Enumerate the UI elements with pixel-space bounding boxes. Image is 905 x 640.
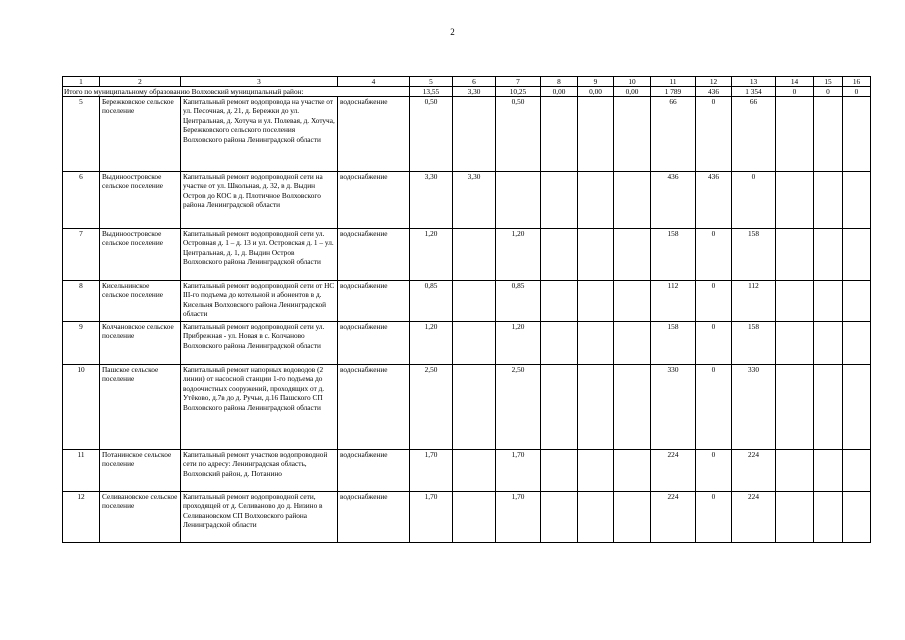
header-cell: 4 <box>338 77 410 87</box>
value-cell: 224 <box>651 450 696 492</box>
work-type: водоснабжение <box>338 492 410 543</box>
value-cell: 1,20 <box>410 322 453 365</box>
work-description: Капитальный ремонт напорных водоводов (2 линии) от насосной станции 1-го подъема до водоочистных сооружений, проходящих от д. Утёково, д.7в до д. Ручьи, д.16 Пашского СП Волховского района Ленинградской области <box>181 365 338 450</box>
value-cell <box>614 450 651 492</box>
value-cell <box>843 281 871 322</box>
settlement-name: Селивановское сельское поселение <box>100 492 181 543</box>
value-cell: 1,70 <box>410 450 453 492</box>
value-cell <box>578 229 614 281</box>
value-cell: 66 <box>732 97 776 172</box>
value-cell <box>453 281 496 322</box>
value-cell <box>814 450 843 492</box>
header-cell: 12 <box>696 77 732 87</box>
value-cell: 0 <box>696 450 732 492</box>
value-cell: 224 <box>732 450 776 492</box>
work-description: Капитальный ремонт водопроводной сети от НС III-го подъема до котельной и абонентов в д. Кисельня Волховского района Ленинградской области <box>181 281 338 322</box>
value-cell <box>541 172 578 229</box>
value-cell <box>776 97 814 172</box>
row-number: 6 <box>63 172 100 229</box>
row-number: 9 <box>63 322 100 365</box>
value-cell: 112 <box>732 281 776 322</box>
value-cell <box>814 172 843 229</box>
row-number: 12 <box>63 492 100 543</box>
value-cell <box>814 492 843 543</box>
value-cell <box>614 172 651 229</box>
value-cell: 1,20 <box>410 229 453 281</box>
value-cell <box>541 492 578 543</box>
value-cell <box>814 281 843 322</box>
header-cell: 2 <box>100 77 181 87</box>
total-value: 0 <box>814 87 843 97</box>
value-cell <box>843 322 871 365</box>
header-cell: 7 <box>496 77 541 87</box>
table-row <box>63 172 871 229</box>
settlement-name: Кисельнинское сельское поселение <box>100 281 181 322</box>
total-value: 3,30 <box>453 87 496 97</box>
value-cell: 0 <box>696 322 732 365</box>
value-cell <box>776 229 814 281</box>
value-cell: 1,70 <box>410 492 453 543</box>
table-row <box>63 492 871 543</box>
value-cell <box>814 322 843 365</box>
work-type: водоснабжение <box>338 322 410 365</box>
value-cell <box>541 450 578 492</box>
value-cell <box>541 97 578 172</box>
header-row <box>63 77 871 87</box>
work-description: Капитальный ремонт водопроводной сети ул. Прибрежная - ул. Новая в с. Колчаново Волховского района Ленинградской области <box>181 322 338 365</box>
rows-body <box>63 97 871 543</box>
work-type: водоснабжение <box>338 97 410 172</box>
value-cell <box>496 172 541 229</box>
value-cell: 158 <box>732 322 776 365</box>
header-cell: 16 <box>843 77 871 87</box>
value-cell <box>843 172 871 229</box>
value-cell <box>453 450 496 492</box>
value-cell <box>843 492 871 543</box>
value-cell: 0 <box>696 281 732 322</box>
work-description: Капитальный ремонт участков водопроводной сети по адресу: Ленинградская область, Волховский район, д. Потанино <box>181 450 338 492</box>
value-cell: 0 <box>696 365 732 450</box>
value-cell <box>614 229 651 281</box>
header-cell: 9 <box>578 77 614 87</box>
value-cell: 0,50 <box>410 97 453 172</box>
value-cell <box>776 172 814 229</box>
value-cell: 158 <box>732 229 776 281</box>
settlement-name: Бережковское сельское поселение <box>100 97 181 172</box>
value-cell <box>578 450 614 492</box>
value-cell: 224 <box>732 492 776 543</box>
total-value: 0,00 <box>578 87 614 97</box>
value-cell: 66 <box>651 97 696 172</box>
value-cell <box>453 365 496 450</box>
value-cell: 1,20 <box>496 322 541 365</box>
value-cell <box>776 281 814 322</box>
total-value: 0 <box>776 87 814 97</box>
work-type: водоснабжение <box>338 450 410 492</box>
value-cell <box>843 450 871 492</box>
header-cell: 10 <box>614 77 651 87</box>
settlement-name: Потанинское сельское поселение <box>100 450 181 492</box>
work-type: водоснабжение <box>338 229 410 281</box>
value-cell <box>614 97 651 172</box>
header-cell: 8 <box>541 77 578 87</box>
value-cell <box>614 322 651 365</box>
value-cell <box>776 365 814 450</box>
value-cell: 0,85 <box>410 281 453 322</box>
value-cell: 3,30 <box>410 172 453 229</box>
value-cell: 330 <box>732 365 776 450</box>
value-cell <box>843 229 871 281</box>
total-value: 10,25 <box>496 87 541 97</box>
work-type: водоснабжение <box>338 365 410 450</box>
row-number: 11 <box>63 450 100 492</box>
table-row <box>63 281 871 322</box>
settlement-name: Колчановское сельское поселение <box>100 322 181 365</box>
value-cell <box>453 229 496 281</box>
total-label: Итого по муниципальному образованию Волховский муниципальный район: <box>63 87 410 97</box>
total-value: 436 <box>696 87 732 97</box>
value-cell <box>453 322 496 365</box>
value-cell: 436 <box>651 172 696 229</box>
value-cell: 1,70 <box>496 450 541 492</box>
table-row <box>63 365 871 450</box>
header-cell: 5 <box>410 77 453 87</box>
value-cell <box>776 492 814 543</box>
value-cell <box>776 450 814 492</box>
work-description: Капитальный ремонт водопроводной сети ул. Островная д. 1 – д. 13 и ул. Островская д. 1 – ул. Центральная, д. 1, д. Выдин Остров Волховского района Ленинградской области <box>181 229 338 281</box>
settlement-name: Пашское сельское поселение <box>100 365 181 450</box>
value-cell: 0,50 <box>496 97 541 172</box>
header-cell: 3 <box>181 77 338 87</box>
work-description: Капитальный ремонт водопроводной сети на участке от ул. Школьная, д. 32, в д. Выдин Остров до КОС в д. Плотичное Волховского района Ленинградской области <box>181 172 338 229</box>
settlement-name: Выдинoостровское сельское поселение <box>100 172 181 229</box>
value-cell <box>578 172 614 229</box>
value-cell <box>814 365 843 450</box>
value-cell <box>578 281 614 322</box>
value-cell: 1,20 <box>496 229 541 281</box>
work-type: водоснабжение <box>338 281 410 322</box>
row-number: 10 <box>63 365 100 450</box>
value-cell <box>776 322 814 365</box>
value-cell <box>578 322 614 365</box>
total-value: 0 <box>843 87 871 97</box>
value-cell <box>453 492 496 543</box>
value-cell <box>614 281 651 322</box>
total-row <box>63 87 871 97</box>
table-row <box>63 322 871 365</box>
total-value: 13,55 <box>410 87 453 97</box>
value-cell <box>578 492 614 543</box>
value-cell: 0,85 <box>496 281 541 322</box>
total-value: 0,00 <box>614 87 651 97</box>
value-cell: 158 <box>651 229 696 281</box>
value-cell <box>814 229 843 281</box>
value-cell <box>814 97 843 172</box>
row-number: 8 <box>63 281 100 322</box>
work-type: водоснабжение <box>338 172 410 229</box>
header-cell: 15 <box>814 77 843 87</box>
header-cell: 11 <box>651 77 696 87</box>
value-cell: 0 <box>696 229 732 281</box>
value-cell <box>541 229 578 281</box>
value-cell <box>843 365 871 450</box>
settlement-name: Выдиноостровское сельское поселение <box>100 229 181 281</box>
work-description: Капитальный ремонт водопровода на участке от ул. Песочная, д. 21, д. Бережки до ул. Центральная, д. Хотуча и ул. Полевая, д. Хотуча, Бережковского сельского поселения Волховского района Ленинградской области <box>181 97 338 172</box>
value-cell: 112 <box>651 281 696 322</box>
work-description: Капитальный ремонт водопроводной сети, проходящей от д. Селиваново до д. Низино в Селивановском СП Волховского района Ленинградской области <box>181 492 338 543</box>
value-cell <box>541 281 578 322</box>
value-cell: 0 <box>696 97 732 172</box>
table-row <box>63 229 871 281</box>
row-number: 5 <box>63 97 100 172</box>
header-cell: 13 <box>732 77 776 87</box>
value-cell <box>541 365 578 450</box>
value-cell <box>843 97 871 172</box>
value-cell: 0 <box>696 492 732 543</box>
header-cell: 6 <box>453 77 496 87</box>
value-cell <box>578 365 614 450</box>
works-table <box>62 76 871 543</box>
value-cell: 158 <box>651 322 696 365</box>
value-cell: 2,50 <box>496 365 541 450</box>
row-number: 7 <box>63 229 100 281</box>
total-value: 1 354 <box>732 87 776 97</box>
page-number: 2 <box>450 27 455 37</box>
total-value: 0,00 <box>541 87 578 97</box>
total-value: 1 789 <box>651 87 696 97</box>
table-row <box>63 450 871 492</box>
table-row <box>63 97 871 172</box>
value-cell <box>614 492 651 543</box>
value-cell: 436 <box>696 172 732 229</box>
value-cell: 1,70 <box>496 492 541 543</box>
header-cell: 1 <box>63 77 100 87</box>
header-cell: 14 <box>776 77 814 87</box>
value-cell <box>614 365 651 450</box>
value-cell: 330 <box>651 365 696 450</box>
value-cell: 224 <box>651 492 696 543</box>
value-cell: 2,50 <box>410 365 453 450</box>
value-cell: 0 <box>732 172 776 229</box>
value-cell <box>453 97 496 172</box>
value-cell: 3,30 <box>453 172 496 229</box>
value-cell <box>578 97 614 172</box>
value-cell <box>541 322 578 365</box>
